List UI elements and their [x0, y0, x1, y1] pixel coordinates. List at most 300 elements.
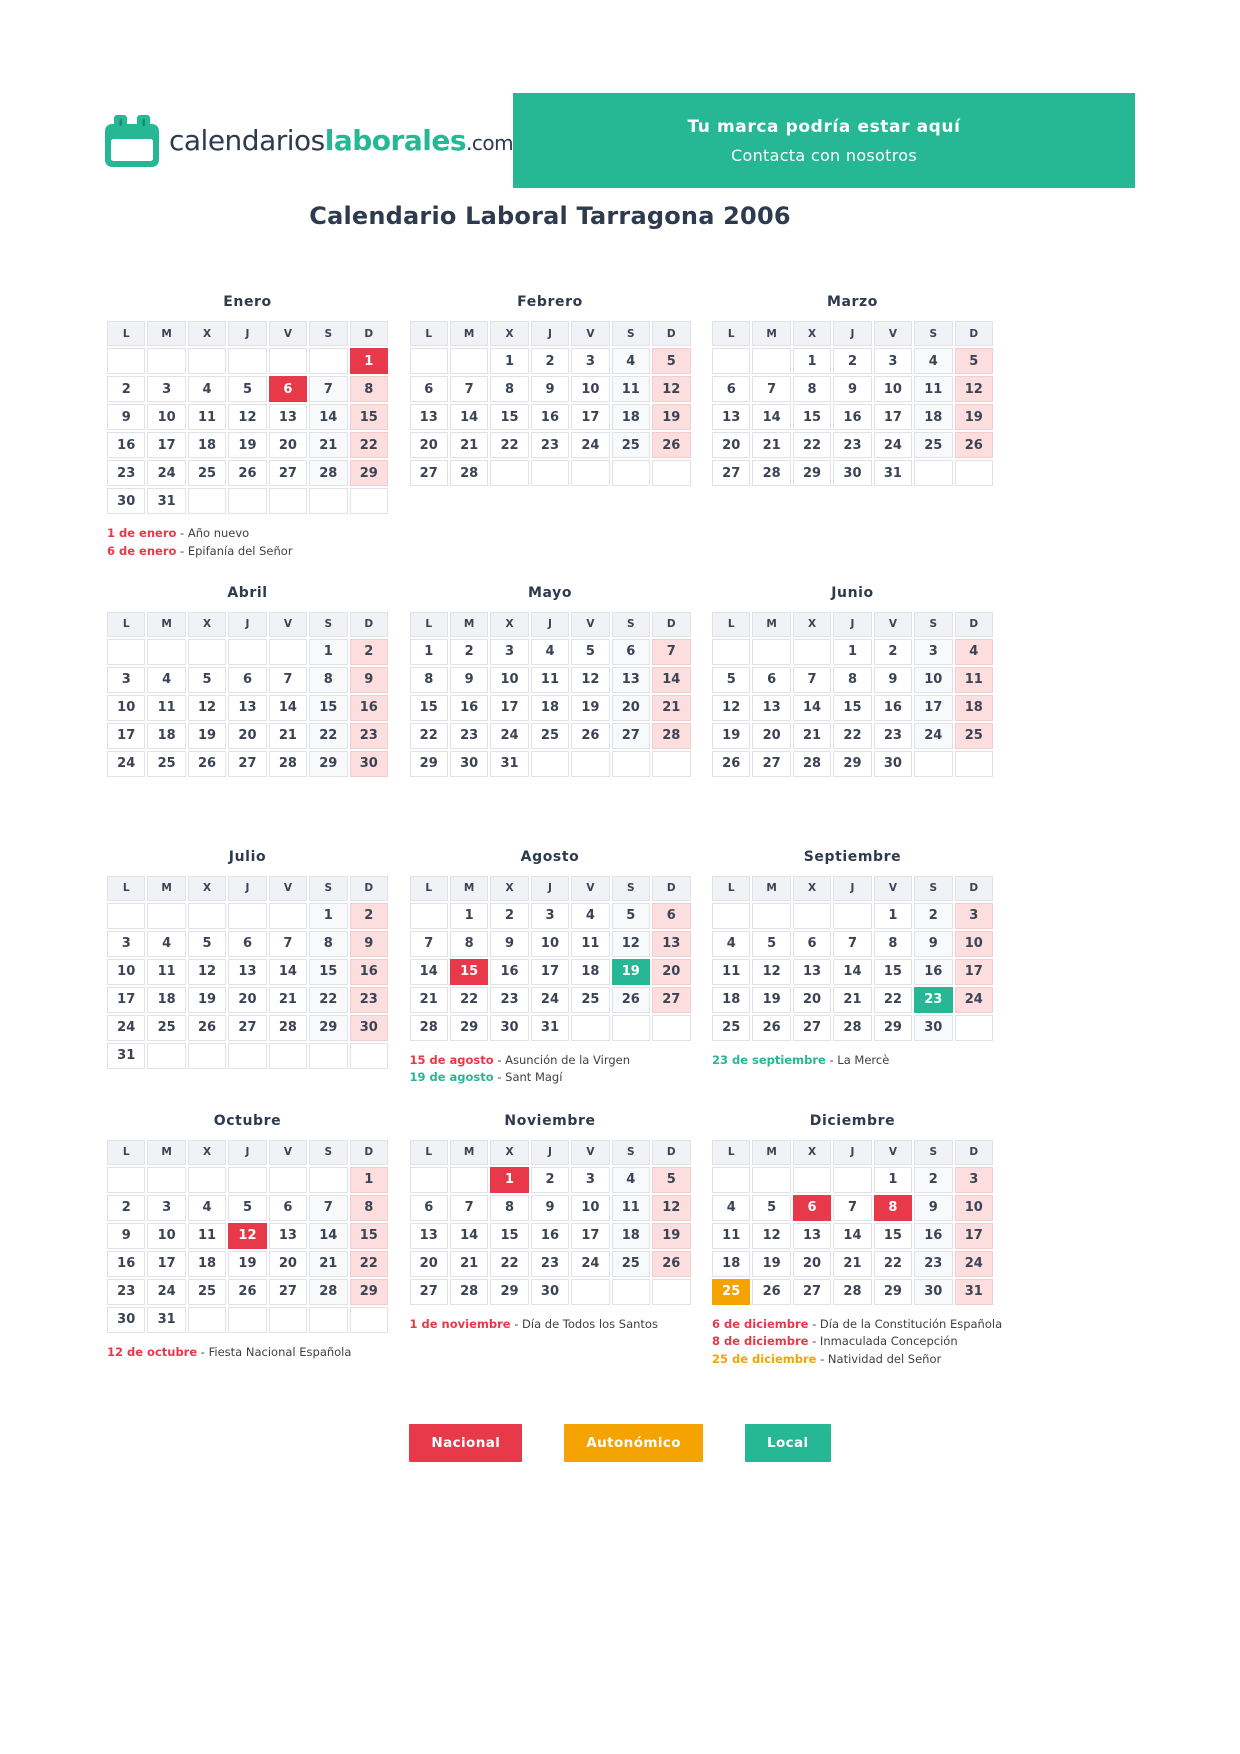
- weekday-header: J: [228, 612, 266, 637]
- day-cell: 9: [350, 931, 388, 957]
- day-cell: 13: [410, 1223, 448, 1249]
- day-cell: 8: [874, 931, 912, 957]
- day-cell: 18: [188, 1251, 226, 1277]
- day-cell: [531, 460, 569, 486]
- day-cell: [752, 903, 790, 929]
- day-cell: 13: [652, 931, 690, 957]
- day-cell: 11: [612, 1195, 650, 1221]
- day-cell: 13: [269, 404, 307, 430]
- day-cell: 23: [350, 987, 388, 1013]
- day-cell: 16: [107, 1251, 145, 1277]
- day-cell: 11: [147, 695, 185, 721]
- day-cell: 9: [531, 376, 569, 402]
- page-title: Calendario Laboral Tarragona 2006: [309, 202, 791, 230]
- day-cell: 2: [914, 903, 952, 929]
- weekday-header: X: [188, 321, 226, 346]
- day-cell: 13: [269, 1223, 307, 1249]
- weekday-header: M: [147, 1140, 185, 1165]
- day-cell: 10: [955, 1195, 993, 1221]
- day-cell: 29: [490, 1279, 528, 1305]
- weekday-header: L: [410, 612, 448, 637]
- day-cell: 22: [833, 723, 871, 749]
- day-cell: [571, 1279, 609, 1305]
- week-row: [410, 1279, 691, 1305]
- weekday-header: M: [752, 612, 790, 637]
- day-cell: 11: [571, 931, 609, 957]
- month-name: Abril: [227, 584, 268, 601]
- day-cell: [712, 903, 750, 929]
- weekday-header: V: [269, 876, 307, 901]
- day-cell: 9: [490, 931, 528, 957]
- logo-text-com: .com: [465, 131, 514, 155]
- day-cell: [652, 1015, 690, 1041]
- day-cell: 23: [490, 987, 528, 1013]
- weekday-header-row: [712, 321, 993, 346]
- day-cell: 26: [955, 432, 993, 458]
- day-cell: 9: [450, 667, 488, 693]
- month-calendar: [710, 610, 995, 779]
- day-cell: 12: [228, 404, 266, 430]
- day-cell: [147, 1167, 185, 1193]
- weekday-header: J: [228, 876, 266, 901]
- weekday-header-row: [712, 612, 993, 637]
- day-cell: 4: [531, 639, 569, 665]
- day-cell: [752, 348, 790, 374]
- month-block: [105, 1113, 390, 1362]
- month-holiday-notes: [710, 1052, 995, 1070]
- weekday-header: S: [309, 876, 347, 901]
- month-name: Febrero: [517, 294, 583, 310]
- month-block: [105, 849, 390, 1089]
- holiday-day-cell: 8: [874, 1195, 912, 1221]
- weekday-header: M: [147, 612, 185, 637]
- day-cell: 19: [752, 987, 790, 1013]
- month-calendar: [105, 610, 390, 779]
- week-row: [107, 959, 388, 985]
- day-cell: 17: [955, 959, 993, 985]
- day-cell: 5: [188, 931, 226, 957]
- holiday-note: 12 de octubre - Fiesta Nacional Española: [107, 1344, 352, 1359]
- day-cell: 19: [571, 695, 609, 721]
- day-cell: 3: [107, 931, 145, 957]
- logo-text: [169, 124, 513, 157]
- month-block: [710, 849, 995, 1089]
- week-row: [712, 348, 993, 374]
- week-row: [712, 695, 993, 721]
- day-cell: 11: [712, 1223, 750, 1249]
- month-block: [710, 294, 995, 534]
- day-cell: 1: [874, 1167, 912, 1193]
- weekday-header-row: [107, 321, 388, 346]
- day-cell: [793, 903, 831, 929]
- week-row: [712, 1195, 993, 1221]
- holiday-note: 6 de enero - Epifanía del Señor: [107, 543, 293, 558]
- day-cell: 2: [107, 1195, 145, 1221]
- weekday-header: V: [571, 1140, 609, 1165]
- day-cell: 27: [793, 1015, 831, 1041]
- day-cell: 1: [410, 639, 448, 665]
- day-cell: 7: [652, 639, 690, 665]
- day-cell: 11: [531, 667, 569, 693]
- day-cell: 8: [350, 376, 388, 402]
- day-cell: [914, 751, 952, 777]
- weekday-header: D: [955, 321, 993, 346]
- day-cell: 15: [309, 695, 347, 721]
- day-cell: 3: [914, 639, 952, 665]
- week-row: [107, 1307, 388, 1333]
- day-cell: 31: [490, 751, 528, 777]
- day-cell: 24: [955, 987, 993, 1013]
- day-cell: 10: [571, 376, 609, 402]
- month-block: [105, 585, 390, 825]
- day-cell: 2: [874, 639, 912, 665]
- day-cell: 26: [188, 751, 226, 777]
- weekday-header: D: [955, 612, 993, 637]
- day-cell: 10: [874, 376, 912, 402]
- day-cell: 14: [309, 404, 347, 430]
- weekday-header: X: [188, 876, 226, 901]
- day-cell: 5: [228, 1195, 266, 1221]
- month-block: [710, 1112, 1003, 1369]
- day-cell: [309, 348, 347, 374]
- week-row: [712, 1167, 993, 1193]
- day-cell: 3: [874, 348, 912, 374]
- week-row: [410, 1015, 691, 1041]
- day-cell: [309, 1167, 347, 1193]
- day-cell: 12: [712, 695, 750, 721]
- day-cell: 5: [188, 667, 226, 693]
- day-cell: 24: [147, 1279, 185, 1305]
- logo-text-laborales: laborales: [324, 124, 466, 157]
- day-cell: 31: [107, 1043, 145, 1069]
- day-cell: [188, 903, 226, 929]
- day-cell: 20: [712, 432, 750, 458]
- legend-button-autonomic[interactable]: Autonómico: [564, 1424, 703, 1462]
- weekday-header: D: [350, 876, 388, 901]
- day-cell: 26: [652, 432, 690, 458]
- day-cell: 18: [531, 695, 569, 721]
- day-cell: 9: [914, 931, 952, 957]
- day-cell: 19: [228, 1251, 266, 1277]
- week-row: [107, 987, 388, 1013]
- day-cell: 27: [410, 460, 448, 486]
- day-cell: 29: [874, 1279, 912, 1305]
- day-cell: 19: [228, 432, 266, 458]
- calendar-logo-icon: [105, 115, 159, 167]
- day-cell: 17: [571, 404, 609, 430]
- day-cell: 22: [309, 723, 347, 749]
- ad-banner[interactable]: [513, 93, 1135, 188]
- month-holiday-notes: [408, 1316, 693, 1334]
- week-row: [107, 460, 388, 486]
- legend-button-local[interactable]: Local: [745, 1424, 831, 1462]
- day-cell: 21: [309, 1251, 347, 1277]
- month-calendar: [710, 874, 995, 1043]
- day-cell: 13: [793, 959, 831, 985]
- day-cell: 18: [914, 404, 952, 430]
- day-cell: 16: [350, 959, 388, 985]
- day-cell: [107, 1167, 145, 1193]
- day-cell: 27: [228, 1015, 266, 1041]
- day-cell: 6: [228, 931, 266, 957]
- day-cell: [228, 903, 266, 929]
- month-name: Julio: [228, 848, 267, 865]
- day-cell: 17: [955, 1223, 993, 1249]
- weekday-header: S: [309, 612, 347, 637]
- day-cell: 5: [228, 376, 266, 402]
- day-cell: 31: [147, 1307, 185, 1333]
- week-row: [410, 903, 691, 929]
- week-row: [107, 1251, 388, 1277]
- day-cell: 16: [874, 695, 912, 721]
- day-cell: 6: [752, 667, 790, 693]
- day-cell: [955, 751, 993, 777]
- weekday-header: J: [531, 612, 569, 637]
- day-cell: 20: [652, 959, 690, 985]
- day-cell: [712, 639, 750, 665]
- day-cell: 25: [612, 1251, 650, 1277]
- day-cell: 2: [350, 903, 388, 929]
- banner-contact-link: Contacta con nosotros: [731, 145, 917, 165]
- weekday-header: J: [833, 612, 871, 637]
- day-cell: 10: [147, 404, 185, 430]
- day-cell: 15: [309, 959, 347, 985]
- weekday-header: J: [228, 321, 266, 346]
- day-cell: 5: [752, 1195, 790, 1221]
- day-cell: 28: [269, 1015, 307, 1041]
- day-cell: 22: [350, 1251, 388, 1277]
- day-cell: 10: [531, 931, 569, 957]
- day-cell: 4: [147, 667, 185, 693]
- day-cell: 15: [874, 1223, 912, 1249]
- month-block: [408, 849, 693, 1089]
- day-cell: 4: [147, 931, 185, 957]
- day-cell: 28: [752, 460, 790, 486]
- holiday-day-cell: 25: [712, 1279, 750, 1305]
- week-row: [107, 1043, 388, 1069]
- weekday-header: J: [228, 1140, 266, 1165]
- day-cell: 22: [309, 987, 347, 1013]
- day-cell: 21: [652, 695, 690, 721]
- day-cell: [147, 903, 185, 929]
- week-row: [712, 1223, 993, 1249]
- weekday-header-row: [107, 876, 388, 901]
- week-row: [410, 1167, 691, 1193]
- day-cell: 24: [874, 432, 912, 458]
- day-cell: 15: [793, 404, 831, 430]
- day-cell: 22: [490, 432, 528, 458]
- day-cell: 13: [712, 404, 750, 430]
- day-cell: 14: [752, 404, 790, 430]
- weekday-header: L: [107, 1140, 145, 1165]
- day-cell: 30: [531, 1279, 569, 1305]
- day-cell: 28: [652, 723, 690, 749]
- day-cell: 21: [793, 723, 831, 749]
- day-cell: 11: [612, 376, 650, 402]
- week-row: [107, 1195, 388, 1221]
- day-cell: 24: [955, 1251, 993, 1277]
- day-cell: 17: [107, 987, 145, 1013]
- day-cell: 4: [612, 348, 650, 374]
- day-cell: 15: [490, 1223, 528, 1249]
- weekday-header-row: [107, 612, 388, 637]
- header: [105, 93, 1135, 188]
- day-cell: 3: [531, 903, 569, 929]
- day-cell: 14: [450, 1223, 488, 1249]
- week-row: [107, 1279, 388, 1305]
- day-cell: 24: [490, 723, 528, 749]
- holiday-day-cell: 1: [350, 348, 388, 374]
- day-cell: [228, 1043, 266, 1069]
- day-cell: 2: [450, 639, 488, 665]
- day-cell: 29: [309, 751, 347, 777]
- day-cell: 11: [712, 959, 750, 985]
- week-row: [712, 1279, 993, 1305]
- day-cell: 20: [410, 1251, 448, 1277]
- legend-button-national[interactable]: Nacional: [409, 1424, 522, 1462]
- day-cell: 15: [350, 1223, 388, 1249]
- day-cell: 21: [833, 987, 871, 1013]
- day-cell: 22: [410, 723, 448, 749]
- day-cell: 9: [874, 667, 912, 693]
- day-cell: 27: [612, 723, 650, 749]
- weekday-header: V: [269, 321, 307, 346]
- day-cell: 13: [228, 959, 266, 985]
- day-cell: 4: [712, 1195, 750, 1221]
- weekday-header-row: [410, 1140, 691, 1165]
- day-cell: 20: [612, 695, 650, 721]
- day-cell: 18: [188, 432, 226, 458]
- day-cell: 23: [107, 460, 145, 486]
- day-cell: 27: [752, 751, 790, 777]
- week-row: [410, 931, 691, 957]
- day-cell: 12: [652, 376, 690, 402]
- day-cell: 25: [147, 751, 185, 777]
- day-cell: [269, 348, 307, 374]
- day-cell: 12: [752, 1223, 790, 1249]
- day-cell: 6: [269, 1195, 307, 1221]
- week-row: [107, 751, 388, 777]
- day-cell: 21: [410, 987, 448, 1013]
- weekday-header: S: [914, 876, 952, 901]
- weekday-header-row: [712, 1140, 993, 1165]
- day-cell: 10: [571, 1195, 609, 1221]
- month-holiday-notes: [105, 1344, 390, 1362]
- day-cell: 29: [410, 751, 448, 777]
- week-row: [107, 348, 388, 374]
- day-cell: 11: [147, 959, 185, 985]
- day-cell: [107, 639, 145, 665]
- day-cell: 17: [531, 959, 569, 985]
- week-row: [410, 460, 691, 486]
- day-cell: 16: [350, 695, 388, 721]
- weekday-header: L: [712, 876, 750, 901]
- holiday-day-cell: 19: [612, 959, 650, 985]
- month-calendar: [105, 874, 390, 1071]
- day-cell: 15: [874, 959, 912, 985]
- holiday-type-legend: [0, 1424, 1240, 1462]
- month-block: [408, 585, 693, 825]
- month-calendar: [105, 1138, 390, 1335]
- weekday-header: J: [833, 1140, 871, 1165]
- day-cell: 8: [410, 667, 448, 693]
- month-calendar: [710, 1138, 995, 1307]
- day-cell: 24: [914, 723, 952, 749]
- day-cell: 7: [752, 376, 790, 402]
- weekday-header: X: [793, 1140, 831, 1165]
- week-row: [107, 903, 388, 929]
- weekday-header: S: [914, 612, 952, 637]
- day-cell: [188, 348, 226, 374]
- day-cell: [269, 903, 307, 929]
- day-cell: [450, 1167, 488, 1193]
- month-calendar: [408, 1138, 693, 1307]
- day-cell: [793, 639, 831, 665]
- day-cell: 6: [652, 903, 690, 929]
- day-cell: 5: [712, 667, 750, 693]
- day-cell: 22: [490, 1251, 528, 1277]
- day-cell: 27: [793, 1279, 831, 1305]
- day-cell: 15: [833, 695, 871, 721]
- day-cell: [269, 1307, 307, 1333]
- weekday-header: V: [571, 612, 609, 637]
- day-cell: 26: [188, 1015, 226, 1041]
- day-cell: 3: [571, 348, 609, 374]
- month-calendar: [710, 319, 995, 488]
- day-cell: 28: [269, 751, 307, 777]
- holiday-day-cell: 6: [793, 1195, 831, 1221]
- day-cell: 7: [793, 667, 831, 693]
- day-cell: 25: [612, 432, 650, 458]
- week-row: [712, 667, 993, 693]
- weekday-header: L: [410, 876, 448, 901]
- week-row: [410, 1223, 691, 1249]
- weekday-header: X: [490, 1140, 528, 1165]
- day-cell: 27: [269, 460, 307, 486]
- weekday-header: D: [955, 1140, 993, 1165]
- day-cell: 30: [914, 1015, 952, 1041]
- week-row: [107, 639, 388, 665]
- day-cell: 29: [874, 1015, 912, 1041]
- day-cell: 17: [571, 1223, 609, 1249]
- month-name: Septiembre: [803, 848, 902, 865]
- site-logo[interactable]: [105, 93, 513, 188]
- day-cell: 25: [147, 1015, 185, 1041]
- day-cell: [350, 1307, 388, 1333]
- day-cell: 20: [228, 987, 266, 1013]
- day-cell: 3: [107, 667, 145, 693]
- day-cell: 16: [450, 695, 488, 721]
- day-cell: 12: [188, 695, 226, 721]
- day-cell: [188, 639, 226, 665]
- weekday-header: V: [269, 612, 307, 637]
- day-cell: 11: [955, 667, 993, 693]
- day-cell: 3: [490, 639, 528, 665]
- weekday-header: J: [833, 876, 871, 901]
- weekday-header: S: [612, 1140, 650, 1165]
- day-cell: 1: [490, 348, 528, 374]
- day-cell: 2: [107, 376, 145, 402]
- day-cell: 3: [571, 1167, 609, 1193]
- weekday-header: V: [874, 876, 912, 901]
- day-cell: 19: [652, 1223, 690, 1249]
- day-cell: 23: [531, 432, 569, 458]
- day-cell: 18: [147, 987, 185, 1013]
- weekday-header: V: [874, 321, 912, 346]
- day-cell: [571, 1015, 609, 1041]
- banner-headline: Tu marca podría estar aquí: [687, 116, 961, 137]
- day-cell: 24: [107, 1015, 145, 1041]
